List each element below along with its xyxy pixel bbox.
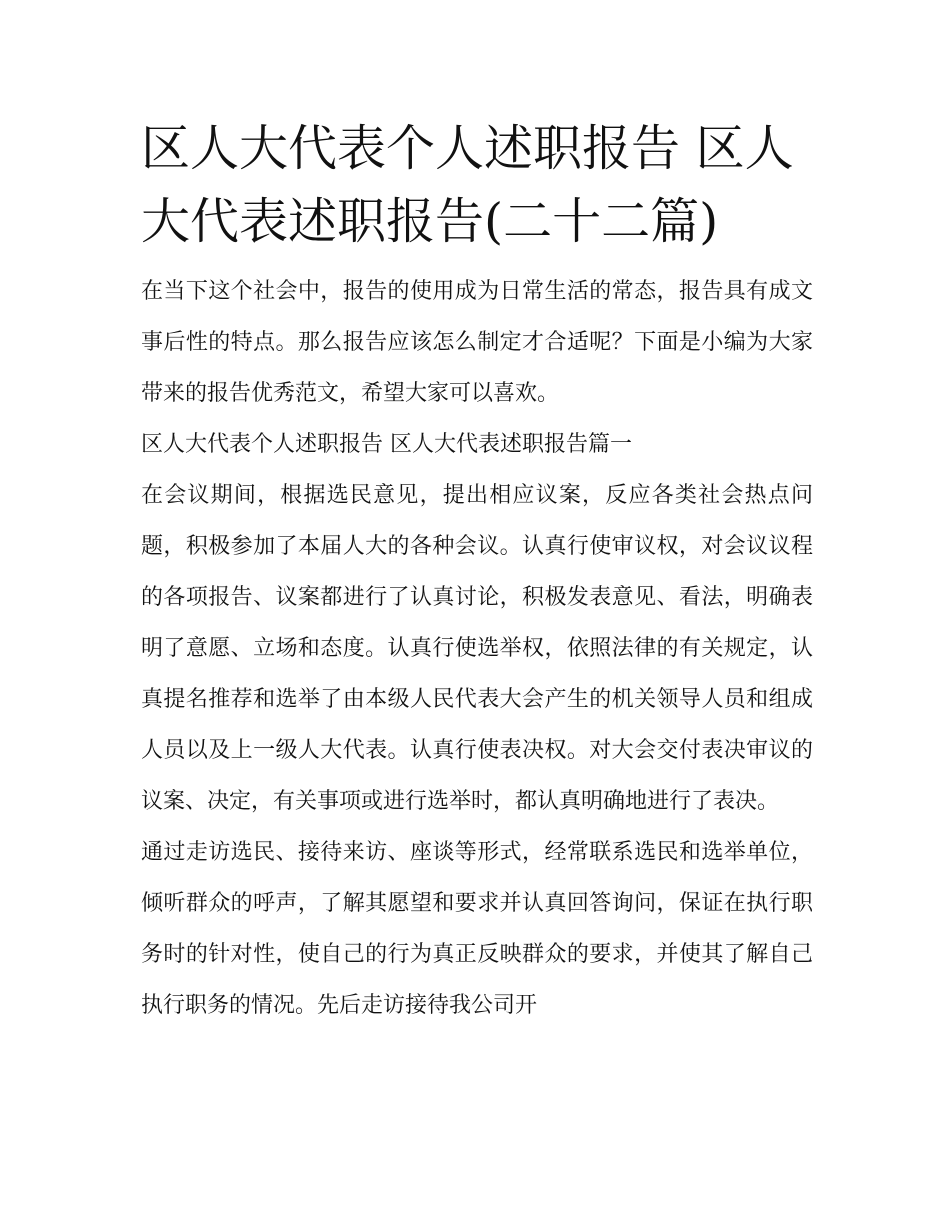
section-heading: 区人大代表个人述职报告 区人大代表述职报告篇一 [141,432,632,457]
document-page [141,112,813,1031]
body-paragraph: 通过走访选民、接待来访、座谈等形式，经常联系选民和选举单位，倾听群众的呼声，了解其愿望和要求并认真回答询问，保证在执行职务时的针对性，使自己的行为真正反映群众的要求，并使其了解自己执行职务的情况。先后走访接待我公司开 [141,840,813,1018]
document-title: 区人大代表个人述职报告 区人大代表述职报告(二十二篇) [141,120,794,250]
body-paragraph: 在会议期间，根据选民意见，提出相应议案，反应各类社会热点问题，积极参加了本届人大的各种会议。认真行使审议权，对会议议程的各项报告、议案都进行了认真讨论，积极发表意见、看法，明确表明了意愿、立场和态度。认真行使选举权，依照法律的有关规定，认真提名推荐和选举了由本级人民代表大会产生的机关领导人员和组成人员以及上一级人大代表。认真行使表决权。对大会交付表决审议的议案、决定，有关事项或进行选举时，都认真明确地进行了表决。 [141,483,813,814]
intro-paragraph: 在当下这个社会中，报告的使用成为日常生活的常态，报告具有成文事后性的特点。那么报告应该怎么制定才合适呢？下面是小编为大家带来的报告优秀范文，希望大家可以喜欢。 [141,279,813,406]
